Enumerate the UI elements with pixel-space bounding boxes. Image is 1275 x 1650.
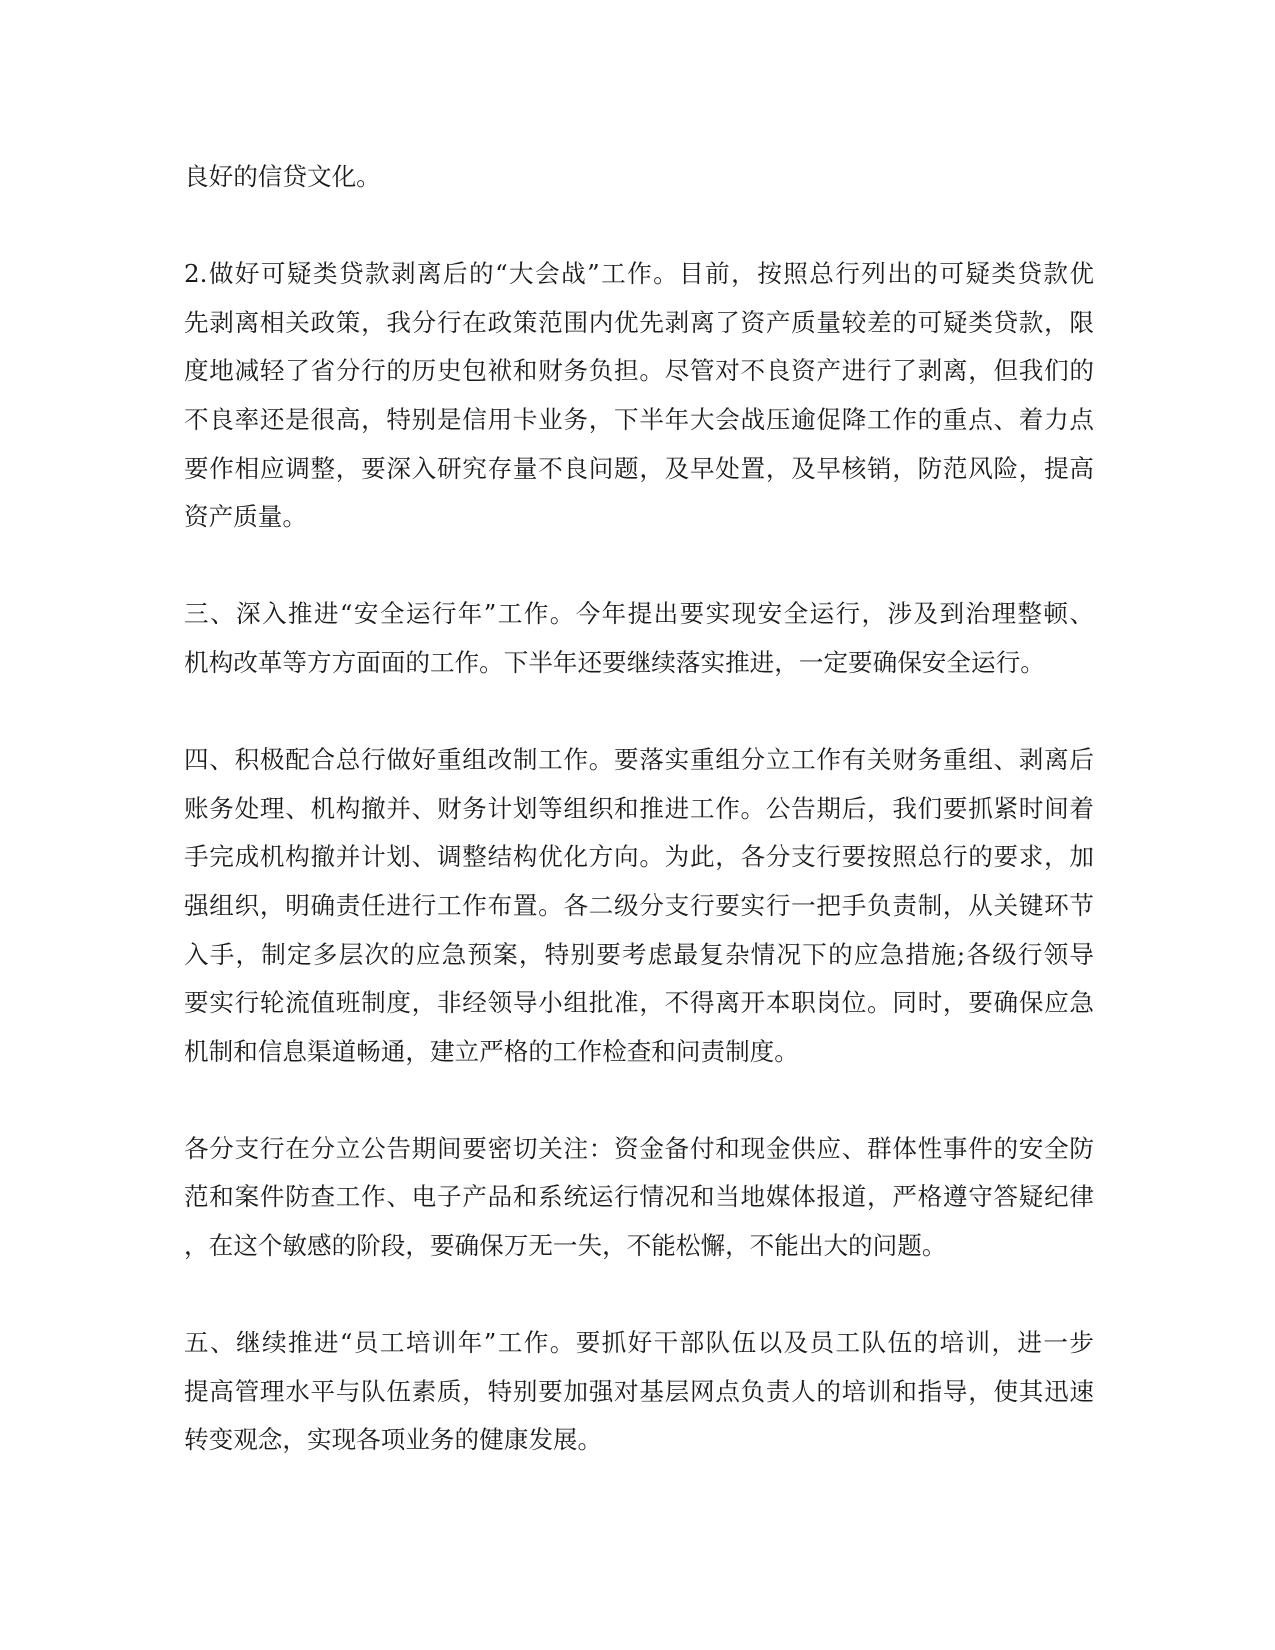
paragraph-line: 账务处理、机构撤并、财务计划等组织和推进工作。公告期后，我们要抓紧时间着 [184, 793, 1094, 823]
paragraph-line: 三、深入推进“安全运行年”工作。今年提出要实现安全运行，涉及到治理整顿、 [184, 599, 1094, 629]
paragraph-line: 机构改革等方方面面的工作。下半年还要继续落实推进，一定要确保安全运行。 [184, 647, 1045, 677]
paragraph-line: 不良率还是很高，特别是信用卡业务，下半年大会战压逾促降工作的重点、着力点 [184, 404, 1094, 434]
paragraph-line: 先剥离相关政策，我分行在政策范围内优先剥离了资产质量较差的可疑类贷款，限 [184, 307, 1094, 337]
paragraph-line: 手完成机构撤并计划、调整结构优化方向。为此，各分支行要按照总行的要求，加 [184, 842, 1094, 872]
paragraph-line: 范和案件防查工作、电子产品和系统运行情况和当地媒体报道，严格遵守答疑纪律 [184, 1182, 1094, 1212]
paragraph-credit-culture-ending [184, 153, 1094, 202]
paragraph-restructuring [184, 736, 1094, 1076]
paragraph-line: 入手，制定多层次的应急预案，特别要考虑最复杂情况下的应急措施;各级行领导 [184, 939, 1094, 969]
paragraph-line: 2.做好可疑类贷款剥离后的“大会战”工作。目前，按照总行列出的可疑类贷款优 [184, 259, 1094, 289]
paragraph-line: 要作相应调整，要深入研究存量不良问题，及早处置，及早核销，防范风险，提高 [184, 453, 1094, 483]
paragraph-line: 良好的信贷文化。 [184, 162, 381, 191]
paragraph-line: 四、积极配合总行做好重组改制工作。要落实重组分立工作有关财务重组、剥离后 [184, 745, 1094, 775]
paragraph-announcement-period [184, 1125, 1094, 1271]
paragraph-line: 提高管理水平与队伍素质，特别要加强对基层网点负责人的培训和指导，使其迅速 [184, 1376, 1094, 1406]
paragraph-line: 要实行轮流值班制度，非经领导小组批准，不得离开本职岗位。同时，要确保应急 [184, 988, 1094, 1018]
paragraph-line: 各分支行在分立公告期间要密切关注：资金备付和现金供应、群体性事件的安全防 [184, 1133, 1094, 1163]
document-body [184, 153, 1094, 1465]
paragraph-staff-training-year [184, 1319, 1094, 1465]
paragraph-line: 五、继续推进“员工培训年”工作。要抓好干部队伍以及员工队伍的培训，进一步 [184, 1328, 1094, 1358]
paragraph-line: 度地减轻了省分行的历史包袱和财务负担。尽管对不良资产进行了剥离，但我们的 [184, 356, 1094, 386]
paragraph-line: 机制和信息渠道畅通，建立严格的工作检查和问责制度。 [184, 1036, 799, 1066]
paragraph-line: ，在这个敏感的阶段，要确保万无一失，不能松懈，不能出大的问题。 [184, 1231, 947, 1261]
paragraph-safe-operation-year [184, 590, 1094, 687]
paragraph-line: 资产质量。 [184, 502, 307, 532]
paragraph-line: 强组织，明确责任进行工作布置。各二级分支行要实行一把手负责制，从关键环节 [184, 890, 1094, 920]
paragraph-line: 转变观念，实现各项业务的健康发展。 [184, 1425, 603, 1455]
paragraph-doubtful-loans [184, 250, 1094, 542]
